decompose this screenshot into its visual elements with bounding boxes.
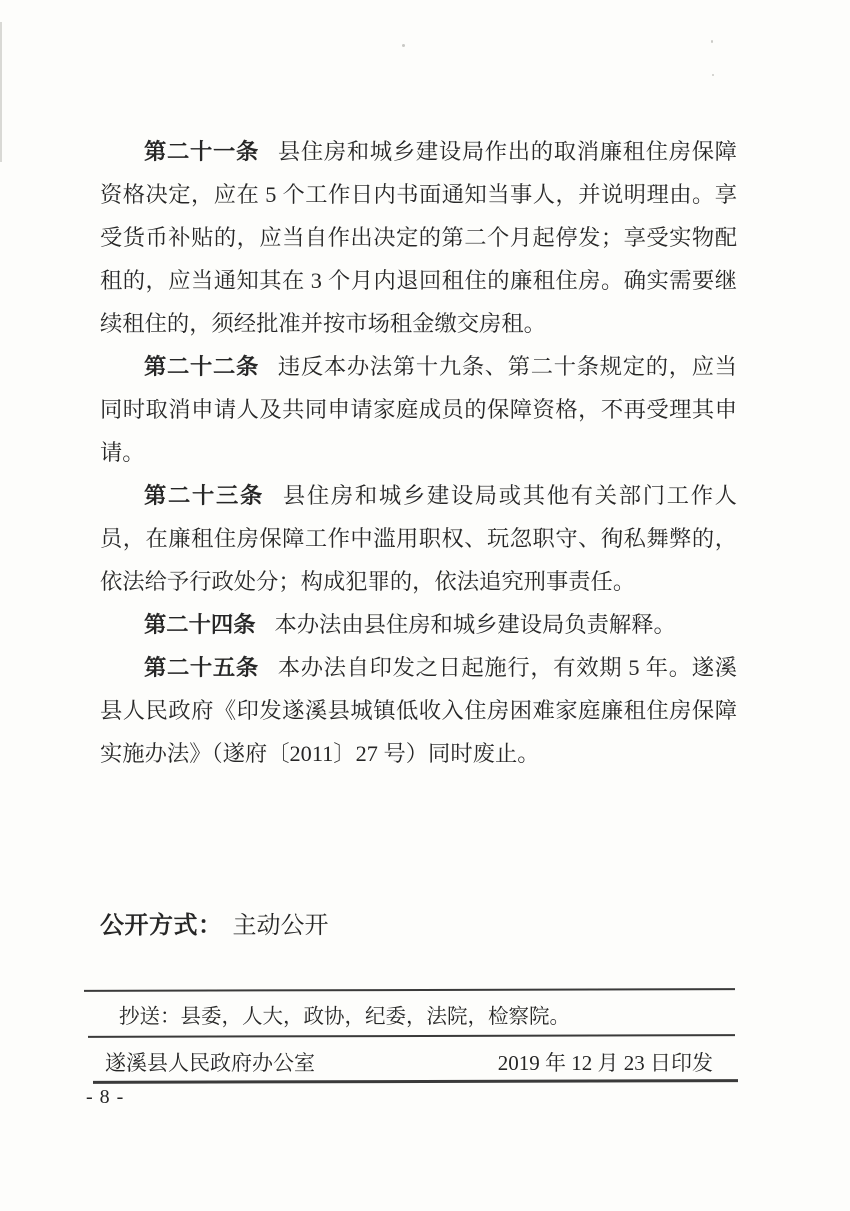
publicity-method-line (100, 910, 329, 942)
footer-divider-top (84, 988, 735, 992)
publicity-method-value: 主动公开 (232, 913, 329, 939)
article-text: 违反本办法第十九条、第二十条规定的，应当同时取消申请人及共同申请家庭成员的保障资格，不再受理其申请。 (100, 354, 737, 465)
footer-divider-middle (88, 1034, 735, 1038)
article-number: 第二十一条 (144, 139, 259, 164)
article-paragraph-23 (100, 474, 737, 603)
article-paragraph-24 (100, 603, 737, 646)
scan-speck (402, 44, 405, 47)
article-number: 第二十四条 (144, 612, 256, 637)
copy-to-label: 抄送： (119, 1006, 181, 1028)
scan-speck (711, 40, 713, 43)
issuing-office: 遂溪县人民政府办公室 (105, 1051, 315, 1075)
footer-divider-bottom (93, 1079, 738, 1083)
article-text: 本办法由县住房和城乡建设局负责解释。 (274, 612, 676, 637)
article-number: 第二十二条 (144, 354, 259, 379)
article-text: 县住房和城乡建设局或其他有关部门工作人员，在廉租住房保障工作中滥用职权、玩忽职守、徇私舞弊的，依法给予行政处分；构成犯罪的，依法追究刑事责任。 (100, 483, 737, 594)
article-paragraph-21 (100, 130, 737, 345)
scan-speck (712, 74, 714, 76)
imprint-line (105, 1048, 713, 1078)
article-number: 第二十五条 (144, 655, 259, 680)
article-text: 本办法自印发之日起施行，有效期 5 年。遂溪县人民政府《印发遂溪县城镇低收入住房困难家庭廉租住房保障实施办法》（遂府〔2011〕27 号）同时废止。 (100, 655, 737, 766)
article-number: 第二十三条 (144, 483, 264, 508)
document-body (100, 130, 737, 775)
publicity-method-label: 公开方式： (100, 912, 223, 939)
print-date: 2019 年 12 月 23 日印发 (497, 1051, 713, 1075)
page-number: - 8 - (86, 1086, 125, 1108)
copy-to-line (119, 1002, 570, 1032)
scan-edge-artifact (0, 22, 2, 162)
article-text: 县住房和城乡建设局作出的取消廉租住房保障资格决定，应在 5 个工作日内书面通知当事人，并说明理由。享受货币补贴的，应当自作出决定的第二个月起停发；享受实物配租的，应当通知其在 3 个月内退回租住的廉租住房。确实需要继续租住的，须经批准并按市场租金缴交房租。 (100, 139, 737, 336)
article-paragraph-22 (100, 345, 737, 474)
copy-to-value: 县委，人大，政协，纪委，法院，检察院。 (180, 1006, 570, 1028)
article-paragraph-25 (100, 646, 737, 775)
